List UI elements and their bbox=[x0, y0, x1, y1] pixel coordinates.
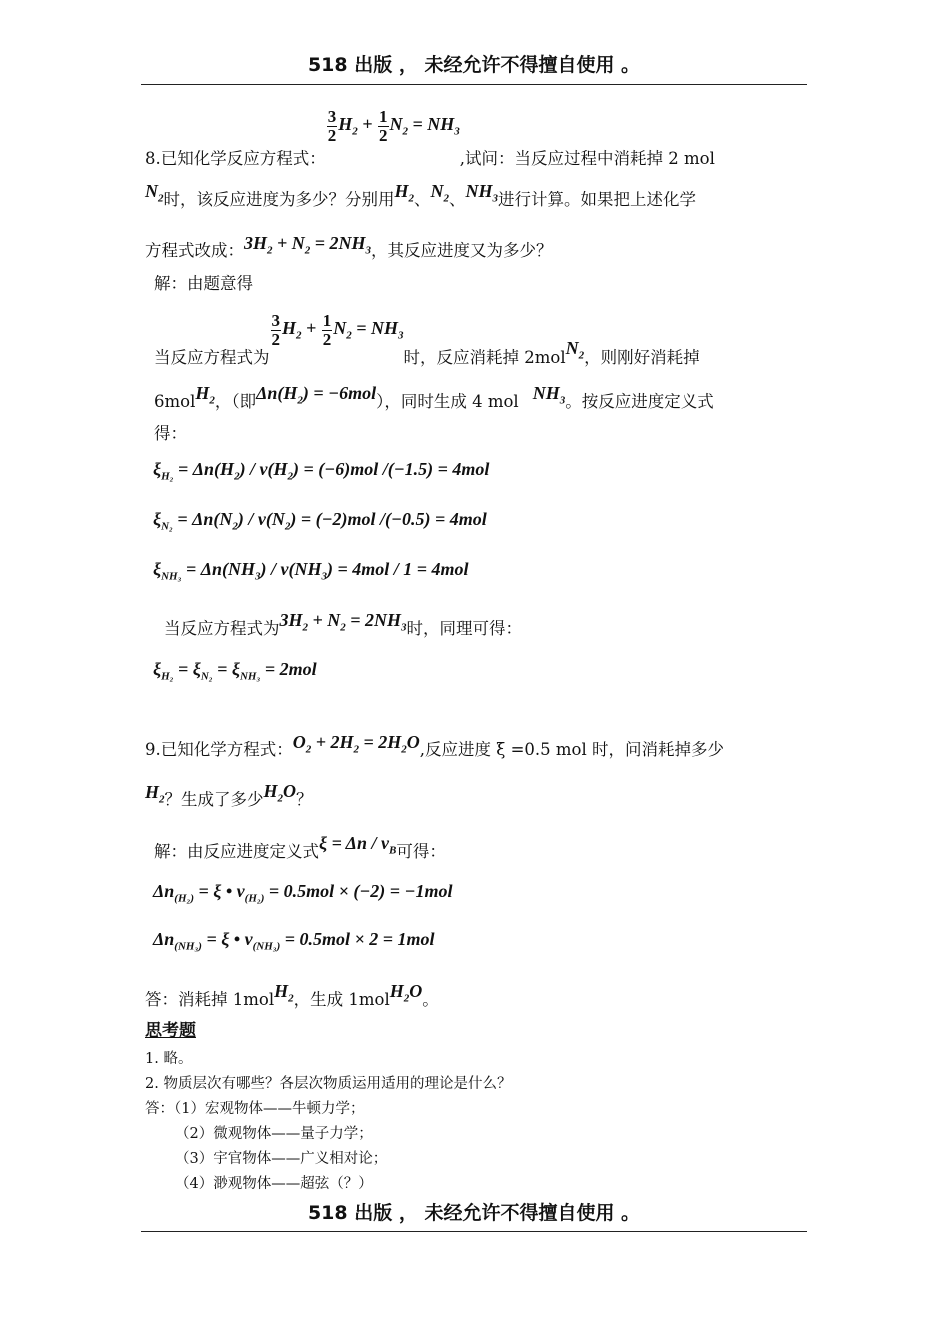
q9-answer: 答：消耗掉 1molH$_2$，生成 1molH$_2$O。 bbox=[145, 981, 439, 1009]
q8-text: 8.已知化学反应方程式： bbox=[145, 149, 326, 169]
equation-xi-all: $\xi_{H_2} = \xi_{N_2} = \xi_{NH_3} = 2mol$ bbox=[153, 659, 317, 683]
fraction: $\frac{3}{2}$ bbox=[271, 311, 280, 349]
footer-rule bbox=[141, 1231, 807, 1232]
q9-line-1: 9.已知化学方程式：$O_2 + 2H_2 = 2H_2O$,反应进度 ξ =0.5 mol 时，问消耗掉多少 bbox=[145, 732, 725, 759]
q8-text: ,试问：当反应过程中消耗掉 2 mol bbox=[459, 149, 715, 169]
formula-n2: $N_2$ bbox=[145, 181, 164, 205]
formula-h2: $H_2$ bbox=[145, 782, 165, 806]
formula-h2o: $H_2O$ bbox=[263, 781, 297, 805]
q8-line-3: 方程式改成：$3H_2 + N_2 = 2NH_3$，其反应进度又为多少？ bbox=[145, 233, 553, 260]
formula-h2: $H_2$ bbox=[274, 981, 294, 1005]
think-item: （4）渺观物体——超弦（？） bbox=[175, 1176, 373, 1192]
equation-xi-n2: $\xi_{N_2} = \Delta n(N_2) / \nu(N_2) = (-2)mol$ /(−0.5) = 4mol bbox=[153, 509, 487, 533]
header-rule bbox=[141, 84, 807, 85]
fraction: $\frac{1}{2}$ bbox=[322, 311, 332, 349]
solution-line-2: 6molH$_2$，（即$\Delta n(H_2) = -6mol$），同时生成 4 mol $NH_3$。按反应进度定义式 bbox=[154, 383, 714, 411]
equation: $\Delta n(H_2) = -6mol$ bbox=[256, 383, 377, 407]
think-item: 答：（1）宏观物体——牛顿力学； bbox=[145, 1101, 365, 1117]
equation: $O_2 + 2H_2 = 2H_2O$ bbox=[292, 732, 420, 756]
solution-line-3: 得： bbox=[154, 424, 187, 443]
formula-h2: $H_2$ bbox=[394, 181, 415, 205]
q9-line-2: $H_2$？生成了多少$H_2O$？ bbox=[145, 781, 313, 809]
formula-h2o: $H_2O$ bbox=[389, 981, 423, 1005]
solution-intro: 解：由题意得 bbox=[154, 274, 253, 293]
solution-line-1: 当反应方程式为 $\frac{3}{2}$ $H_2$ + $\frac{1}{2}$ $N_2 = NH_3$时，反应消耗掉 2molN$_2$，则刚好消耗掉 bbox=[154, 311, 700, 368]
formula-nh3: $NH_3$ bbox=[465, 181, 499, 205]
solution-line-4: 当反应方程式为$3H_2 + N_2 = 2NH_3$时，同理可得： bbox=[164, 610, 523, 638]
equation-xi-h2: $\xi_{H_2} = \Delta n(H_2) / \nu(H_2) = (-6)mol$ /(−1.5) = 4mol bbox=[153, 459, 490, 483]
formula-n2: $N_2$ bbox=[565, 338, 585, 363]
fraction: $\frac{3}{2}$ bbox=[327, 107, 337, 145]
fraction: $\frac{1}{2}$ bbox=[379, 107, 388, 145]
equation-dn-nh3: $\Delta n_{(NH_3)} = \xi$ • $\nu_{(NH_3)} = 0.5mol \times 2 = 1mol$ bbox=[153, 929, 435, 953]
page-header: 518 出版 ， 未经允许不得擅自使用 。 bbox=[307, 54, 641, 76]
q8-line-1 bbox=[145, 107, 715, 169]
equation: $\frac{3}{2}$ $H_2$ + $\frac{1}{2}$ $N_2 = NH_3$ bbox=[327, 107, 460, 145]
equation: $\xi = \Delta n / \nu_B$ bbox=[319, 833, 397, 857]
formula-nh3: $NH_3$ bbox=[532, 383, 566, 407]
q9-solution-line: 解：由反应进度定义式$\xi = \Delta n / \nu_B$可得： bbox=[154, 833, 446, 861]
think-item: 1. 略。 bbox=[145, 1051, 193, 1067]
equation-dn-h2: $\Delta n_{(H_2)} = \xi$ • $\nu_{(H_2)} = 0.5mol \times (-2) = -1mol$ bbox=[153, 881, 453, 905]
think-item: 2. 物质层次有哪些？各层次物质运用适用的理论是什么？ bbox=[145, 1076, 512, 1092]
formula-h2: $H_2$ bbox=[195, 383, 215, 407]
think-title: 思考题 bbox=[145, 1021, 196, 1041]
equation: $\frac{3}{2}$ $H_2$ + $\frac{1}{2}$ $N_2 = NH_3$ bbox=[271, 311, 404, 349]
think-item: （3）宇官物体——广义相对论； bbox=[175, 1151, 388, 1167]
equation-xi-nh3: $\xi_{NH_3} = \Delta n(NH_3) / \nu(NH_3) = 4mol / 1 = 4mol$ bbox=[153, 559, 469, 583]
think-item: （2）微观物体——量子力学； bbox=[175, 1126, 373, 1142]
q8-line-2: $N_2$时，该反应进度为多少？分别用$H_2$、$N_2$、$NH_3$进行计算。如果把上述化学 bbox=[145, 181, 697, 209]
formula-n2: $N_2$ bbox=[430, 181, 450, 205]
equation: $3H_2 + N_2 = 2NH_3$ bbox=[279, 610, 407, 634]
page-footer: 518 出版 ， 未经允许不得擅自使用 。 bbox=[307, 1202, 641, 1224]
equation: $3H_2 + N_2 = 2NH_3$ bbox=[244, 233, 372, 257]
